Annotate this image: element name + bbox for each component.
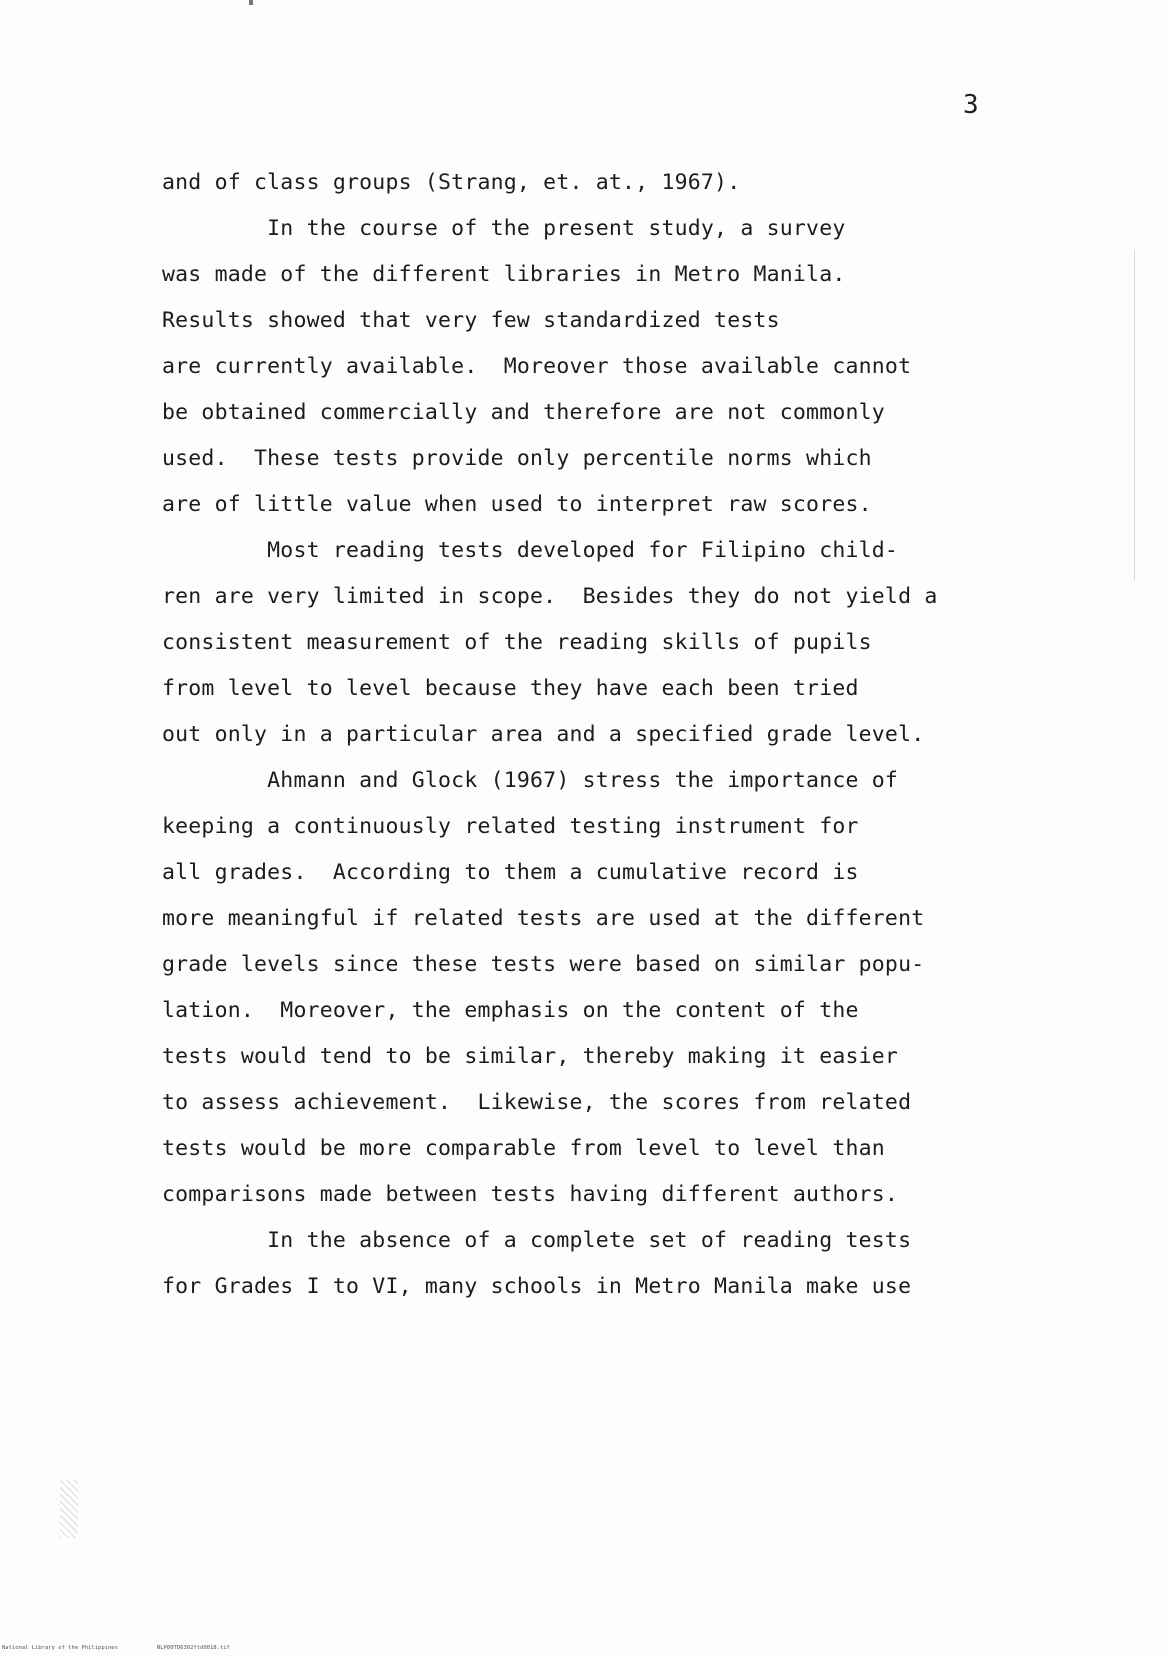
text-line: lation. Moreover, the emphasis on the content of the [162, 998, 859, 1023]
text-line: In the absence of a complete set of reading tests [162, 1228, 912, 1253]
text-line: was made of the different libraries in Metro Manila. [162, 262, 846, 287]
text-line: tests would tend to be similar, thereby making it easier [162, 1044, 899, 1069]
text-line: consistent measurement of the reading skills of pupils [162, 630, 872, 655]
text-line: used. These tests provide only percentile norms which [162, 446, 872, 471]
scan-noise [60, 1480, 78, 1538]
text-line: ren are very limited in scope. Besides they do not yield a [162, 584, 938, 609]
margin-rule [1134, 250, 1135, 580]
text-line: In the course of the present study, a survey [162, 216, 846, 241]
text-line: and of class groups (Strang, et. at., 1967). [162, 170, 741, 195]
text-line: out only in a particular area and a specified grade level. [162, 722, 925, 747]
text-line: Results showed that very few standardized tests [162, 308, 780, 333]
text-line: more meaningful if related tests are used at the different [162, 906, 925, 931]
text-line: Most reading tests developed for Filipino child- [162, 538, 899, 563]
text-line: to assess achievement. Likewise, the scores from related [162, 1090, 912, 1115]
text-line: tests would be more comparable from level to level than [162, 1136, 885, 1161]
text-line: keeping a continuously related testing instrument for [162, 814, 859, 839]
text-line: comparisons made between tests having different authors. [162, 1182, 899, 1207]
text-line: be obtained commercially and therefore are not commonly [162, 400, 885, 425]
text-line: Ahmann and Glock (1967) stress the importance of [162, 768, 899, 793]
footer-file: NLP00TD6302ftd0018.tif [157, 1645, 230, 1651]
text-line: are currently available. Moreover those available cannot [162, 354, 912, 379]
text-line: for Grades I to VI, many schools in Metro Manila make use [162, 1274, 912, 1299]
scan-speck [249, 0, 253, 5]
page-number: 3 [963, 90, 979, 120]
text-line: all grades. According to them a cumulative record is [162, 860, 859, 885]
text-line: from level to level because they have each been tried [162, 676, 859, 701]
text-line: are of little value when used to interpret raw scores. [162, 492, 872, 517]
text-line: grade levels since these tests were based on similar popu- [162, 952, 925, 977]
footer-library: National Library of the Philippines [2, 1645, 118, 1651]
